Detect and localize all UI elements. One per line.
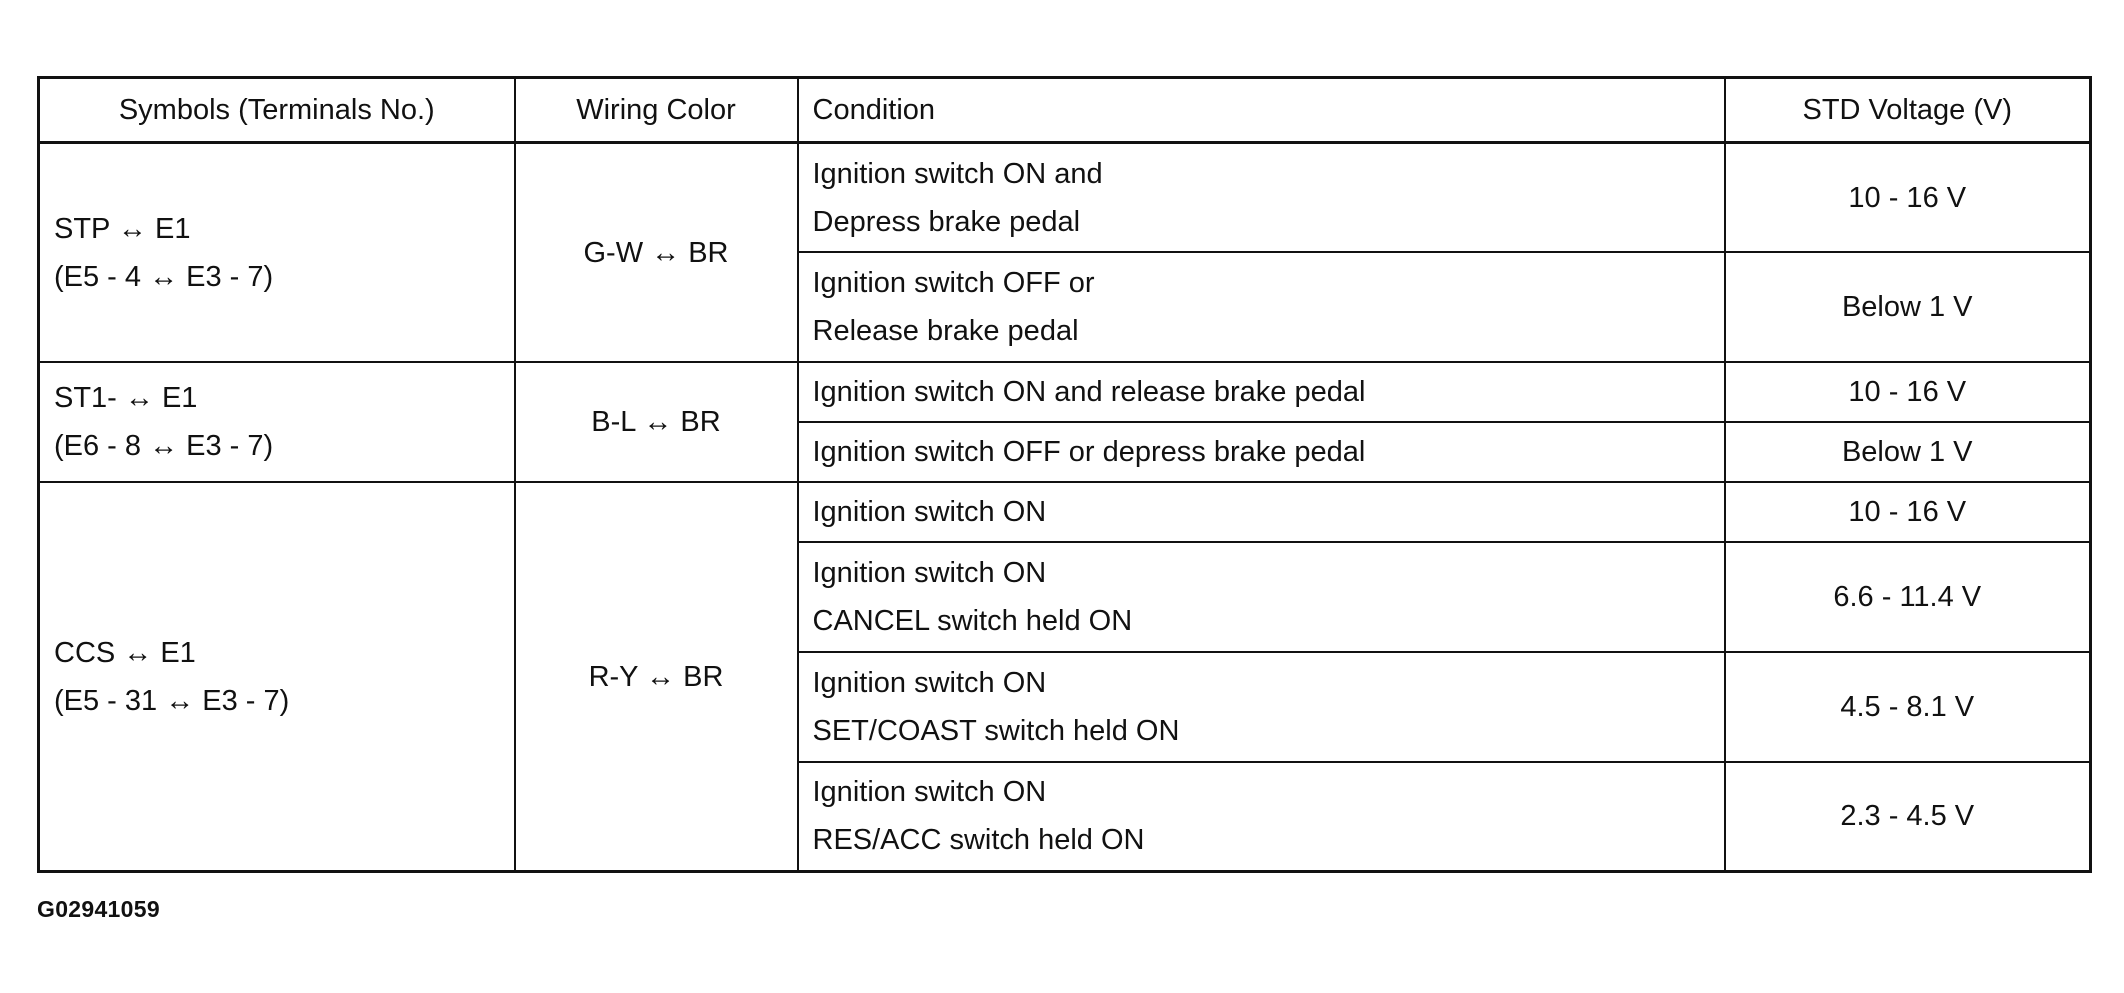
table-body bbox=[39, 143, 2091, 872]
condition-text: Release brake pedal bbox=[812, 315, 1079, 348]
condition-text: Ignition switch ON bbox=[812, 776, 1047, 809]
header-symbols: Symbols (Terminals No.) bbox=[39, 78, 515, 143]
table-header bbox=[39, 78, 2091, 143]
symbol-name: STP ↔ E1 bbox=[54, 212, 191, 245]
symbol-cell bbox=[39, 362, 515, 482]
table-row bbox=[39, 362, 2091, 422]
symbol-cell bbox=[39, 482, 515, 871]
condition-cell: Ignition switch OFF or depress brake pedal bbox=[798, 422, 1725, 482]
voltage-cell: 10 - 16 V bbox=[1725, 482, 2091, 542]
table-row bbox=[39, 143, 2091, 253]
condition-cell: Ignition switch ON and release brake pedal bbox=[798, 362, 1725, 422]
header-row bbox=[39, 78, 2091, 143]
header-std-voltage: STD Voltage (V) bbox=[1725, 78, 2091, 143]
voltage-spec-table bbox=[37, 76, 2092, 873]
symbol-cell bbox=[39, 143, 515, 363]
condition-text: Ignition switch ON and bbox=[812, 157, 1103, 190]
voltage-cell: 6.6 - 11.4 V bbox=[1725, 542, 2091, 652]
table-row bbox=[39, 482, 2091, 542]
wiring-color-cell: R-Y ↔ BR bbox=[515, 482, 798, 871]
voltage-cell: 4.5 - 8.1 V bbox=[1725, 652, 2091, 762]
voltage-cell: Below 1 V bbox=[1725, 422, 2091, 482]
symbol-name: CCS ↔ E1 bbox=[54, 636, 196, 669]
symbol-terminals: (E5 - 31 ↔ E3 - 7) bbox=[54, 684, 290, 717]
condition-text: Ignition switch OFF or bbox=[812, 267, 1095, 300]
wiring-color-cell: B-L ↔ BR bbox=[515, 362, 798, 482]
header-wiring-color: Wiring Color bbox=[515, 78, 798, 143]
condition-text: CANCEL switch held ON bbox=[812, 604, 1133, 637]
wiring-color-cell: G-W ↔ BR bbox=[515, 143, 798, 363]
voltage-cell: 2.3 - 4.5 V bbox=[1725, 762, 2091, 872]
condition-cell bbox=[798, 762, 1725, 872]
condition-text: Ignition switch ON bbox=[812, 666, 1047, 699]
voltage-cell: 10 - 16 V bbox=[1725, 143, 2091, 253]
voltage-cell: 10 - 16 V bbox=[1725, 362, 2091, 422]
figure-code: G02941059 bbox=[37, 896, 160, 922]
condition-text: RES/ACC switch held ON bbox=[812, 824, 1145, 857]
condition-cell bbox=[798, 143, 1725, 253]
condition-cell bbox=[798, 542, 1725, 652]
condition-text: Ignition switch ON bbox=[812, 556, 1047, 589]
voltage-cell: Below 1 V bbox=[1725, 252, 2091, 362]
symbol-terminals: (E6 - 8 ↔ E3 - 7) bbox=[54, 430, 274, 463]
symbol-name: ST1- ↔ E1 bbox=[54, 382, 198, 415]
condition-cell bbox=[798, 652, 1725, 762]
condition-cell: Ignition switch ON bbox=[798, 482, 1725, 542]
header-condition: Condition bbox=[798, 78, 1725, 143]
symbol-terminals: (E5 - 4 ↔ E3 - 7) bbox=[54, 260, 274, 293]
condition-text: SET/COAST switch held ON bbox=[812, 714, 1180, 747]
condition-text: Depress brake pedal bbox=[812, 205, 1081, 238]
condition-cell bbox=[798, 252, 1725, 362]
